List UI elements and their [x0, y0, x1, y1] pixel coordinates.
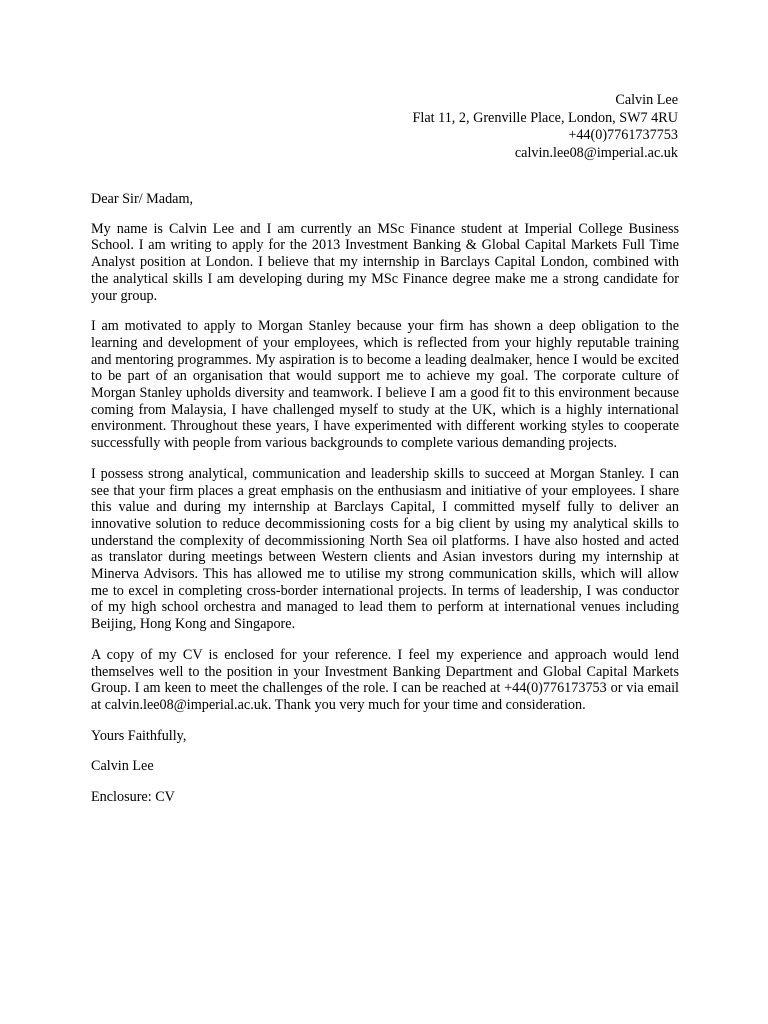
sender-email: calvin.lee08@imperial.ac.uk: [514, 144, 678, 161]
signature-name: Calvin Lee: [91, 758, 154, 775]
sender-block: [413, 92, 678, 162]
sender-name: Calvin Lee: [615, 92, 678, 108]
sender-address: Flat 11, 2, Grenville Place, London, SW7 4RU: [412, 109, 678, 126]
sender-phone: +44(0)7761737753: [568, 127, 678, 144]
paragraph-closing: A copy of my CV is enclosed for your reference. I feel my experience and approach would lend themselves well to the position in your Investment Banking Department and Global Capital Markets Group. I am keen to meet the challenges of the role. I can be reached at +44(0)776173753 or via email at calvin.lee08@imperial.ac.uk. Thank you very much for your time and consideration.: [91, 646, 679, 713]
paragraph-skills: I possess strong analytical, communication and leadership skills to succeed at Morgan Stanley. I can see that your firm places a great emphasis on the enthusiasm and initiative of your employees. I share this value and during my internship at Barclays Capital, I committed myself fully to deliver an innovative solution to reduce decommissioning costs for a big client by using my analytical skills to understand the complexity of decommissioning North Sea oil platforms. I have also hosted and acted as translator during meetings between Western clients and Asian investors during my internship at Minerva Advisors. This has allowed me to utilise my strong communication skills, which will allow me to excel in completing cross-border international projects. In terms of leadership, I was conductor of my high school orchestra and managed to lead them to perform at international venues including Beijing, Hong Kong and Singapore.: [91, 465, 679, 633]
paragraph-motivation: I am motivated to apply to Morgan Stanley because your firm has shown a deep obligation to the learning and development of your employees, which is reflected from your highly reputable training and mentoring programmes. My aspiration is to become a leading dealmaker, hence I would be excited to be part of an organisation that would support me to achieve my goal. The corporate culture of Morgan Stanley upholds diversity and teamwork. I believe I am a good fit to this environment because coming from Malaysia, I have challenged myself to study at the UK, which is a highly international environment. Throughout these years, I have experimented with different working styles to cooperate successfully with people from various backgrounds to complete various demanding projects.: [91, 318, 679, 452]
letter-body: [91, 191, 679, 820]
enclosure-note: Enclosure: CV: [91, 789, 175, 806]
paragraph-intro: My name is Calvin Lee and I am currently an MSc Finance student at Imperial College Business School. I am writing to apply for the 2013 Investment Banking & Global Capital Markets Full Time Analyst position at London. I believe that my internship in Barclays Capital London, combined with the analytical skills I am developing during my MSc Finance degree make me a strong candidate for your group.: [91, 220, 679, 304]
salutation: Dear Sir/ Madam,: [91, 191, 194, 207]
closing-phrase: Yours Faithfully,: [91, 727, 187, 744]
